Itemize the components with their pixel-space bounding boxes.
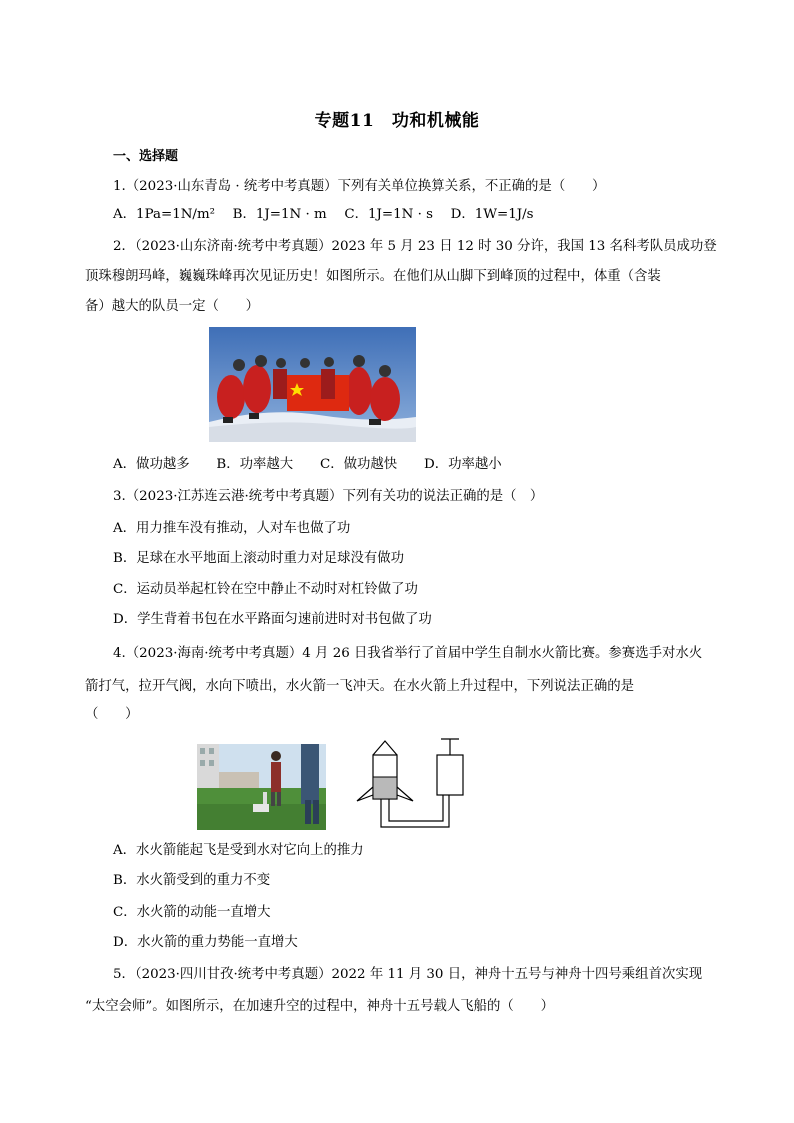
q2-options: A．做功越多 B．功率越大 C．做功越快 D．功率越小 [113, 457, 502, 472]
q4-option-c: C．水火箭的动能一直增大 [113, 905, 271, 920]
page-title: 专题11 功和机械能 [314, 111, 480, 131]
q4-stem-line1: 4.（2023·海南·统考中考真题）4 月 26 日我省举行了首届中学生自制水火箭比赛。参赛选手对水火 [113, 646, 703, 661]
q5-stem-line2: “太空会师”。如图所示，在加速升空的过程中，神舟十五号载人飞船的（ ） [85, 999, 554, 1014]
water-rocket-photo [197, 744, 326, 830]
q4-option-a: A．水火箭能起飞是受到水对它向上的推力 [113, 843, 364, 858]
q3-option-d: D．学生背着书包在水平路面匀速前进时对书包做了功 [113, 612, 432, 627]
q5-stem-line1: 5．（2023·四川甘孜·统考中考真题）2022 年 11 月 30 日，神舟十五号与神舟十四号乘组首次实现 [113, 967, 703, 982]
section-heading: 一、选择题 [113, 149, 179, 164]
q3-option-a: A．用力推车没有推动，人对车也做了功 [113, 521, 351, 536]
q1-options: A．1Pa=1N/m² B．1J=1N · m C．1J=1N · s D．1W=1J/s [113, 207, 534, 222]
water-rocket-diagram [353, 733, 473, 833]
everest-summit-photo [209, 327, 416, 442]
q2-stem-line1: 2．（2023·山东济南·统考中考真题）2023 年 5 月 23 日 12 时 30 分许，我国 13 名科考队员成功登 [113, 239, 717, 254]
q4-stem-line2: 箭打气，拉开气阀，水向下喷出，水火箭一飞冲天。在水火箭上升过程中，下列说法正确的是 [85, 679, 635, 694]
q3-stem: 3.（2023·江苏连云港·统考中考真题）下列有关功的说法正确的是（ ） [113, 489, 544, 504]
q1-stem: 1.（2023·山东青岛 · 统考中考真题）下列有关单位换算关系，不正确的是（ ） [113, 179, 606, 194]
q3-option-c: C．运动员举起杠铃在空中静止不动时对杠铃做了功 [113, 582, 418, 597]
q2-stem-line2: 顶珠穆朗玛峰，巍巍珠峰再次见证历史！如图所示。在他们从山脚下到峰顶的过程中，体重（含装 [85, 269, 661, 284]
q3-option-b: B．足球在水平地面上滚动时重力对足球没有做功 [113, 551, 405, 566]
q4-stem-line3: （ ） [85, 707, 139, 722]
q4-option-d: D．水火箭的重力势能一直增大 [113, 935, 298, 950]
q4-option-b: B．水火箭受到的重力不变 [113, 873, 271, 888]
q2-stem-line3: 备）越大的队员一定（ ） [85, 299, 260, 314]
